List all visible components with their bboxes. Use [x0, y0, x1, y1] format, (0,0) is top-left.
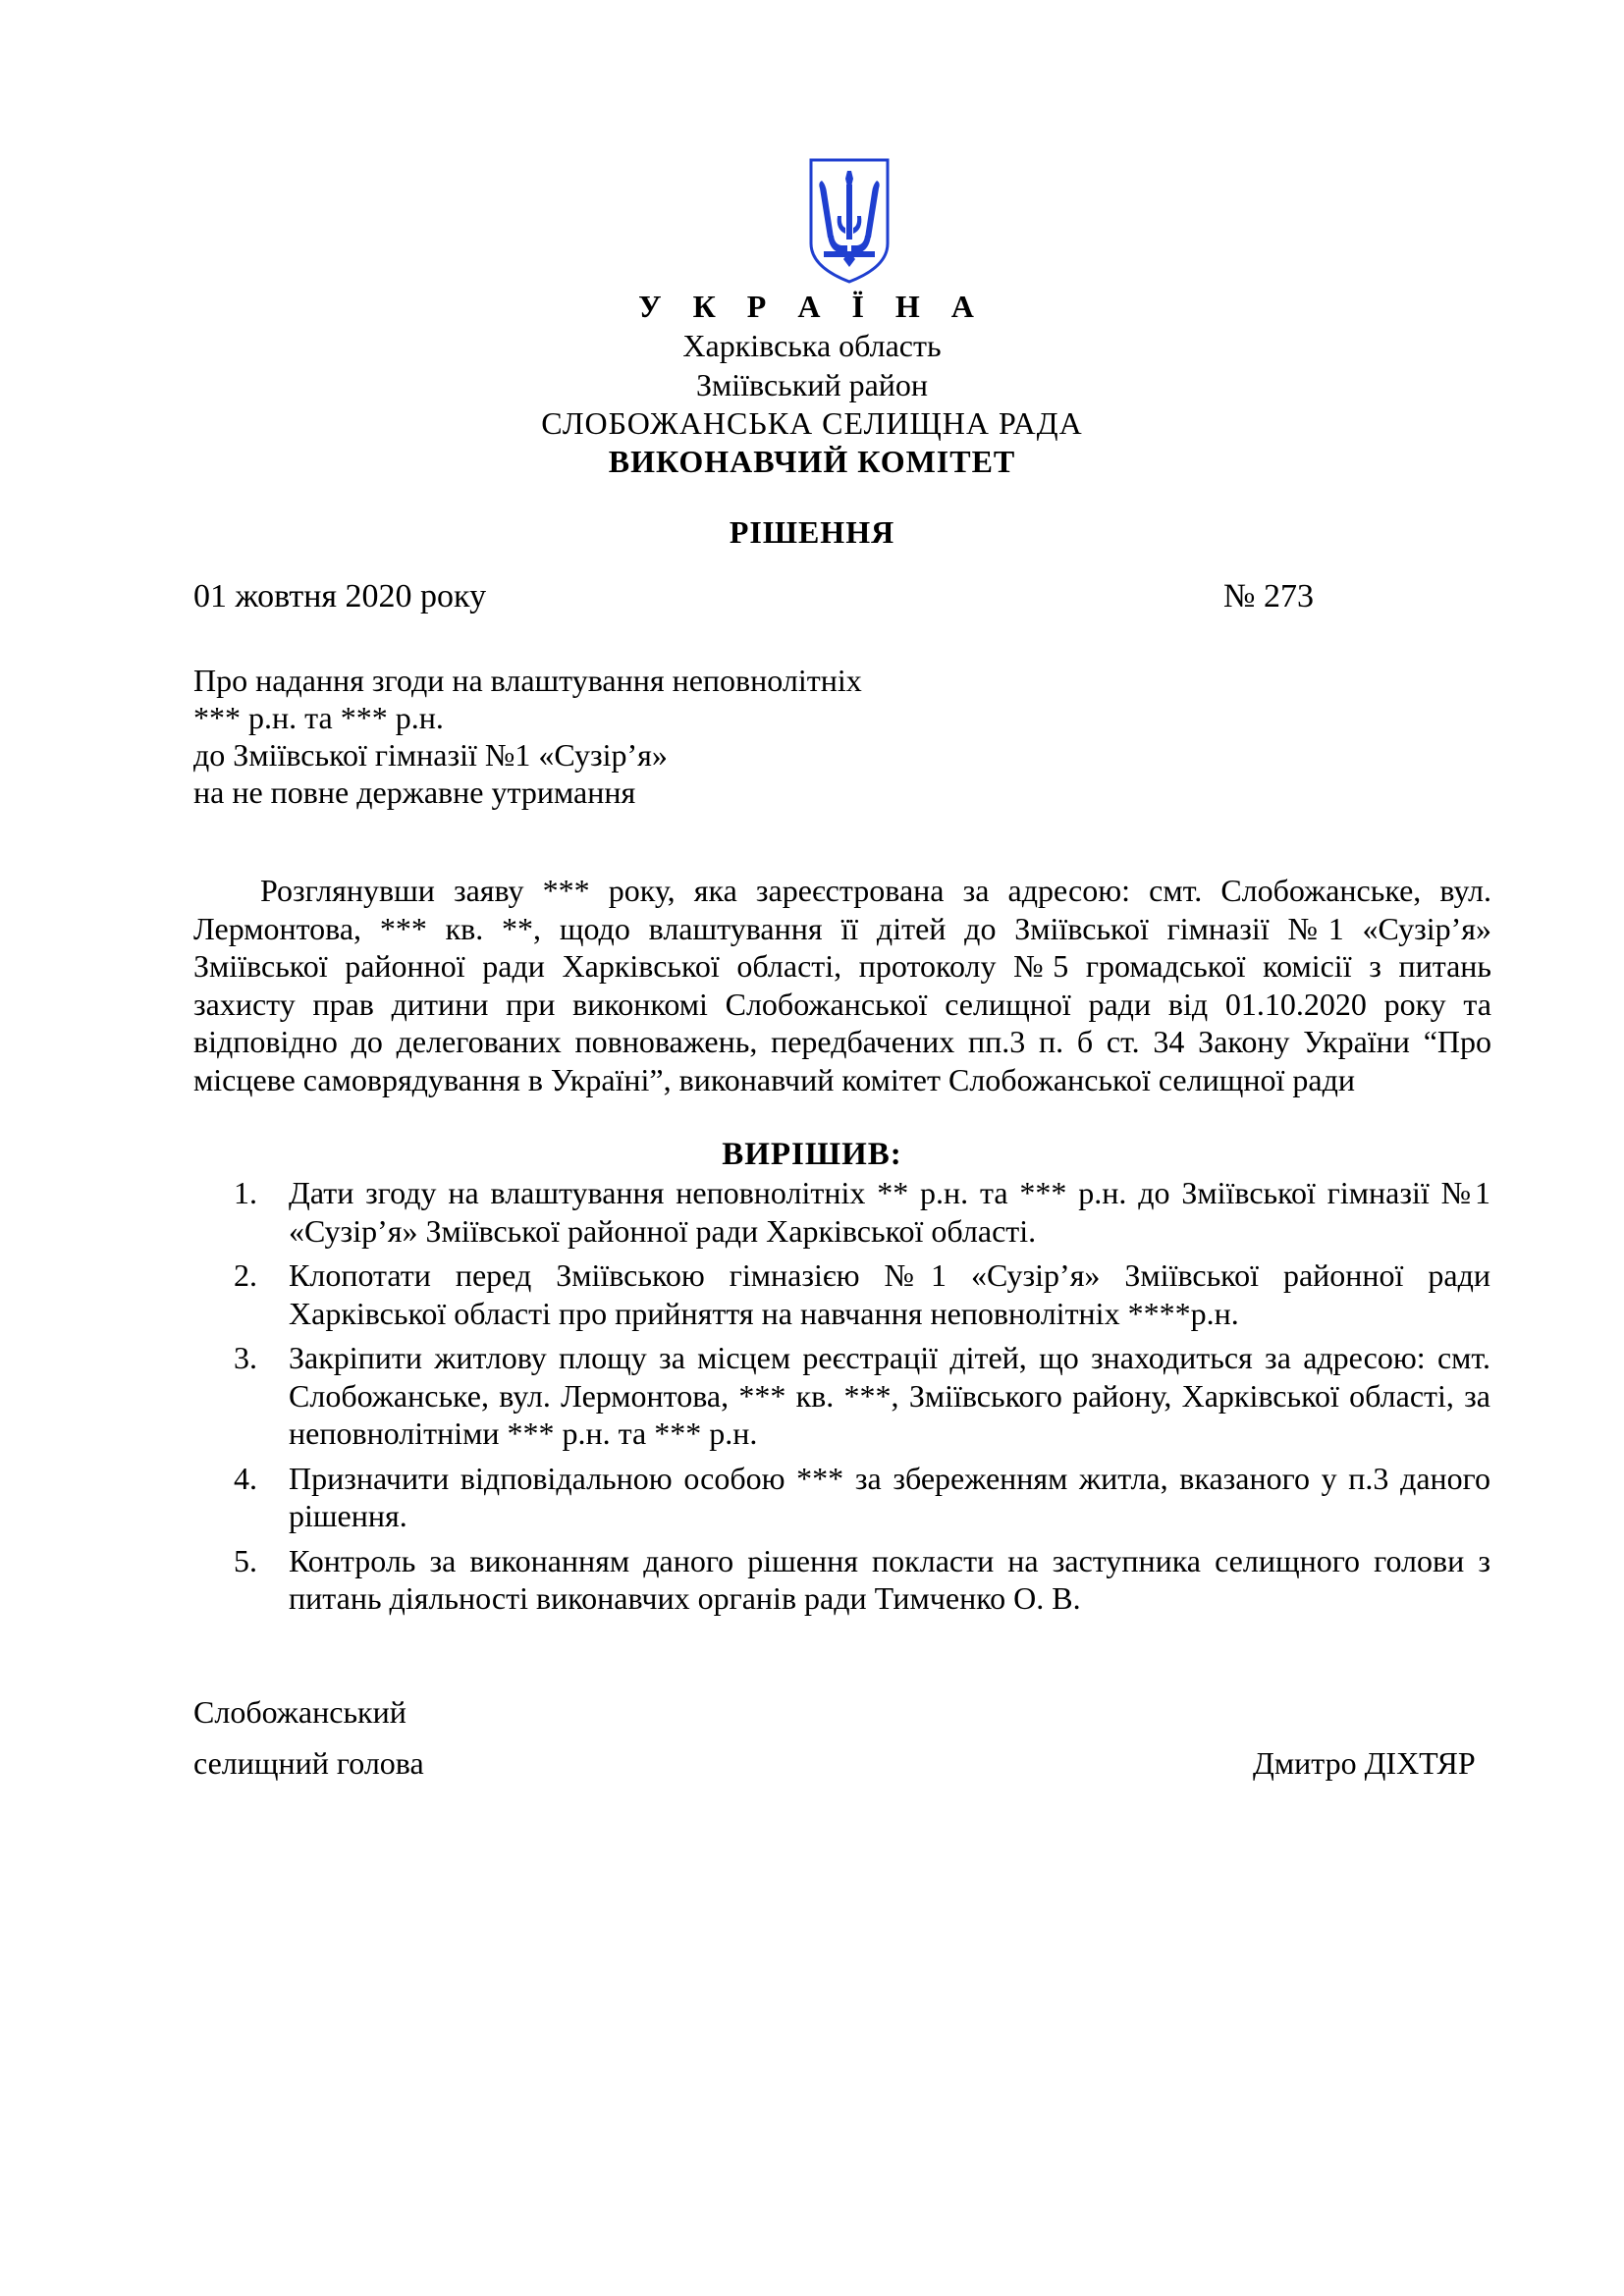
header-council: СЛОБОЖАНСЬКА СЕЛИЩНА РАДА: [541, 405, 1083, 441]
signatory-title-line2: селищний голова: [193, 1745, 424, 1781]
resolution-list: [234, 1174, 1490, 1625]
header-country: У К Р А Ї Н А: [638, 289, 986, 324]
document-number: № 273: [1223, 578, 1314, 614]
header-committee: ВИКОНАВЧИЙ КОМІТЕТ: [608, 444, 1016, 479]
list-item: [234, 1256, 1490, 1332]
signatory-title: [193, 1686, 424, 1789]
subject-line: Про надання згоди на влаштування неповнолітніх: [193, 663, 862, 698]
preamble-paragraph: Розглянувши заяву *** року, яка зареєстрована за адресою: смт. Слобожанське, вул. Лермонтова, *** кв. **, щодо влаштування її дітей до Зміївської гімназії №1 «Сузір’я» Зміївської районної ради Харківської області, протоколу №5 громадської комісії з питань захисту прав дитини при виконкомі Слобожанської селищної ради від 01.10.2020 року та відповідно до делегованих повноважень, передбачених пп.3 п. б ст. 34 Закону України “Про місцеве самоврядування в Україні”, виконавчий комітет Слобожанської селищної ради: [193, 873, 1491, 1097]
list-item-number: 3.: [234, 1340, 257, 1375]
header-region: Харківська область: [682, 328, 942, 363]
list-item: [234, 1174, 1490, 1250]
list-item: [234, 1542, 1490, 1618]
signatory-title-line1: Слобожанський: [193, 1694, 406, 1730]
subject-line: на не повне державне утримання: [193, 774, 636, 810]
list-item-text: Призначити відповідальною особою *** за збереженням житла, вказаного у п.3 даного рішення.: [289, 1460, 1490, 1533]
header-district: Зміївський район: [695, 367, 929, 402]
list-item-number: 4.: [234, 1460, 257, 1496]
subject-line: до Зміївської гімназії №1 «Сузір’я»: [193, 737, 668, 773]
list-item: [234, 1460, 1490, 1535]
list-item-text: Дати згоду на влаштування неповнолітніх ** р.н. та *** р.н. до Зміївської гімназії №1 «Сузір’я» Зміївської районної ради Харківської області.: [289, 1175, 1490, 1249]
list-item-text: Клопотати перед Зміївською гімназією №1 «Сузір’я» Зміївської районної ради Харківської області про прийняття на навчання неповнолітніх ****р.н.: [289, 1257, 1490, 1331]
list-item-number: 1.: [234, 1175, 257, 1210]
list-item-text: Закріпити житлову площу за місцем реєстрації дітей, що знаходиться за адресою: смт. Слобожанське, вул. Лермонтова, *** кв. ***, Зміївського району, Харківської області, за неповнолітніми *** р.н. та *** р.н.: [289, 1340, 1490, 1451]
document-type: РІШЕННЯ: [729, 514, 895, 550]
resolved-heading: ВИРІШИВ:: [722, 1137, 902, 1172]
list-item-number: 5.: [234, 1542, 257, 1578]
document-date: 01 жовтня 2020 року: [193, 578, 487, 614]
list-item-text: Контроль за виконанням даного рішення покласти на заступника селищного голови з питань діяльності виконавчих органів ради Тимченко О. В.: [289, 1542, 1490, 1616]
signatory-name: Дмитро ДІХТЯР: [1253, 1745, 1476, 1781]
document-subject: [193, 662, 862, 811]
ukraine-coat-of-arms-icon: [808, 157, 891, 285]
list-item: [234, 1339, 1490, 1453]
list-item-number: 2.: [234, 1257, 257, 1293]
subject-line: *** р.н. та *** р.н.: [193, 700, 444, 735]
